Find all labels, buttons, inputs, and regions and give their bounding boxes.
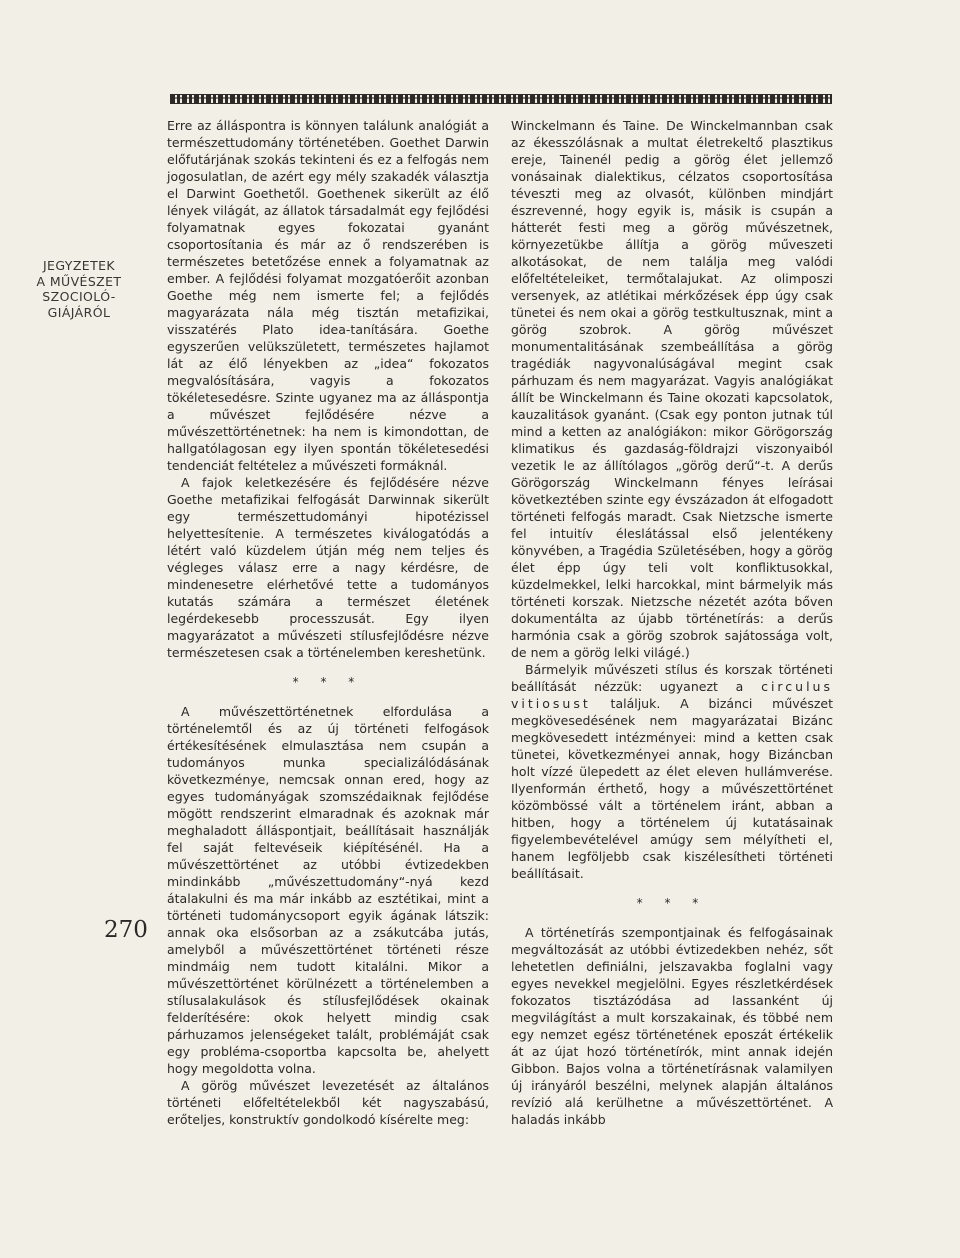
margin-note-line: GIÁJÁRÓL [47, 304, 111, 320]
page-number: 270 [104, 917, 148, 943]
margin-note [6, 258, 152, 320]
section-divider: * * * [636, 896, 708, 910]
margin-note-line: A MŰVÉSZET [36, 273, 122, 289]
paragraph: Erre az álláspontra is könnyen találunk analógiát a természettudomány történetében. Goethet Darwin előfutárjának szokás tekinteni és ez a felfogás nem jogosulatlan, de azért egy mély szakadék választja el Darwint Goethetől. Goethenek sikerült az élő lények világát, az állatok társadalmát egy fejlődési folyamatnak egyes fokozatai gyanánt csoportosítania és már az ő rendszerében is természetes betetőzése ennek a folyamatnak az ember. A fejlődési folyamat mozgatóerőit azonban Goethe még nem ismerte fel; a fejlődés magyarázata nála még tisztán metafizikai, visszatérés Plato idea-tanítására. Goethe egyszerűen velükszületett, természetes hajlamot lát az élő lényekben az „idea“ fokozatos megvalósítására, vagyis a fokozatos tökéletesedésre. Szinte ugyanez ma az álláspontja a művészet fejlődésére nézve a művészettörténetnek: ha nem is kimondottan, de hallgatólagosan egy ilyen spontán tökéletesedési tendenciát feltételez a művészeti formáknál. [167, 118, 489, 473]
top-ornament-rule [170, 94, 832, 104]
spaced-phrase: circulus vitiosust [511, 679, 833, 711]
paragraph [511, 661, 833, 882]
margin-note-line: SZOCIOLÓ- [42, 289, 116, 304]
text-run: találjuk. A bizánci művészet megkövesedésének nem magyarázatai Bizánc megkövesedett intézményei: mind a ketten csak tünetei, következményei annak, hogy Bizáncban holt vízzé ülepedett az élet eleven hullámverése. Ilyenformán érthető, hogy a művészettörténet közömbössé vált a történelem iránt, abban a hitben, hogy a történelem új kutatásainak figyelembevételével amúgy sem mélyítheti el, hanem legföljebb csak kiszélesítheti történeti beállításait. [511, 696, 833, 881]
paragraph: Winckelmann és Taine. De Winckelmannban csak az ékesszólásnak a multat életrekeltő plasztikus ereje, Tainenél pedig a görög élet jellemző vonásainak dialektikus, célzatos csoportosítása téveszti meg az olvasót, különben mindjárt észrevenné, hogy egyik is, másik is csupán a hátterét festi meg a görög művészetnek, környezetükbe állítja a görög műveszeti alkotásokat, de nem találja meg valódi előfeltételeiket, termőtalajukat. Az olimposzi versenyek, az atlétikai mérkőzések épp úgy csak tünetei és nem okai a görög testkultusznak, mint a görög szobrok. A görög művészet monumentalitásának szembeállítása a görög tragédiák nagyvonalúságával megint csak párhuzam és nem magyarázat. Vagyis analógiákat állít be Winckelmann és Taine okozati kapcsolatok, kauzalitások gyanánt. (Csak egy ponton jutnak túl mind a ketten az analógiákon: mikor Görögország klimatikus és gazdaság-földrajzi viszonyaiból vezetik le az állítólagos „görög derű“-t. A derűs Görögország Winckelmann fényes leírásai következtében szinte egy évszázadon át elfogadott történeti felfogás maradt. Csak Nietzsche ismerte fel intuitív éleslátással első jelentékeny könyvében, a Tragédia Születésében, hogy a görög élet épp úgy teli volt konfliktusokkal, küzdelmekkel, lelki harcokkal, mint bármelyik más történeti korszak. Nietzsche nézetét azóta bőven dokumentálta az újabb történetírás: a derűs harmónia csak a görög szobrok sajátossága volt, de nem a görög lelki világé.) [511, 118, 833, 660]
paragraph: A történetírás szempontjainak és felfogásainak megváltozását az utóbbi évtizedekben nehéz, sőt lehetetlen definiálni, jelszavakba foglalni vagy egyes nevekkel megjelölni. Egyes részletkérdések fokozatos tisztázódása ad lassanként új megvilágítást a mult korszakainak, és többé nem egy nemzet egész történetének eposzát értékelik át az újat hozó történetírók, mint annak idején Gibbon. Bajos volna a történetírásnak valamilyen új irányáról beszélni, melynek alapján általános revízió alá kerülhetne a művészettörténet. A haladás inkább [511, 925, 833, 1127]
left-text-column [167, 117, 489, 1128]
paragraph: A görög művészet levezetését az általános történeti előfeltételekből két nagyszabású, erőteljes, konstruktív gondolkodó kísérelte meg: [167, 1078, 489, 1127]
paragraph: A fajok keletkezésére és fejlődésére nézve Goethe metafizikai felfogását Darwinnak sikerült egy természettudományi hipotézissel helyettesítenie. A természetes kiválogatódás a létért való küzdelem útján még nem teljes és végleges válasz erre a nagy kérdésre, de mindenesetre elérhetővé tette a tudományos kutatás számára a természet életének legérdekesebb processzusát. Egy ilyen magyarázatot a művészeti stílusfejlődésre nézve természetesen csak a történelemben kereshetünk. [167, 475, 489, 660]
paragraph: A művészettörténetnek elfordulása a történelemtől és az új történeti felfogások értékesítésének elmulasztása nem csupán a tudományos munka specializálódásának következménye, nemcsak onnan ered, hogy az egyes tudományágak szomszédaiknak fejlődése mögött rendszerint elmaradnak és azoknak már meghaladott álláspontjait, beállításait használják fel saját feltevéseik kiépítésénél. Ha a művészettörténet az utóbbi évtizedekben mindinkább „művészettudomány“-nyá kezd átalakulni és ma már inkább az esztétikai, mint a történeti tudománycsoport egyik ágának látszik: annak oka elsősorban az a zsákutcába jutás, amelyből a művészettörténet történeti része mindmáig nem tudott kitalálni. Mikor a művészettörténet körülnézett a történelemben a stílusalakulások és stílusfejlődések okainak felderítésére: okok helyett mindig csak párhuzamos jelenségeket talált, problémáját csak egy probléma-csoportba kapcsolta be, ahelyett hogy megoldotta volna. [167, 704, 489, 1076]
text-run: Bármelyik művészeti stílus és korszak történeti beállítását nézzük: ugyanezt a [511, 662, 833, 694]
section-divider: * * * [292, 675, 364, 689]
right-text-column [511, 117, 833, 1128]
margin-note-line: JEGYZETEK [42, 258, 116, 273]
